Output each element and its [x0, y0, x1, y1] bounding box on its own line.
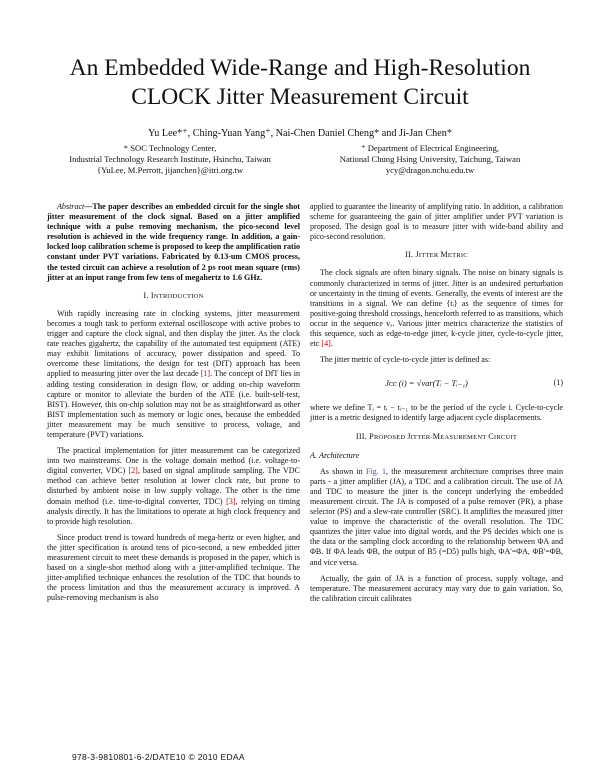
- title-line-2: CLOCK Jitter Measurement Circuit: [131, 84, 469, 110]
- equation-number: (1): [553, 378, 563, 388]
- metric-paragraph-2: The jitter metric of cycle-to-cycle jitter is defined as:: [320, 355, 491, 365]
- citation-link[interactable]: [3]: [226, 496, 236, 506]
- intro-paragraph-2: [47, 446, 300, 527]
- affiliation-right-line: National Chung Hsing University, Taichung, Taiwan: [339, 154, 521, 164]
- affiliation-right-line: ⁺ Department of Electrical Engineering,: [361, 143, 499, 153]
- affiliation-right: [300, 143, 560, 176]
- title-line-1: An Embedded Wide-Range and High-Resolution: [69, 55, 531, 81]
- section-heading-jitter-metric: [310, 250, 563, 261]
- metric-paragraph-1: [310, 268, 563, 349]
- section-smallcaps: EASUREMENT: [440, 433, 489, 441]
- equation-body: Jᴄᴄ (i) = √var(Tᵢ − Tᵢ₋₁): [385, 378, 468, 389]
- abstract-text: —The paper describes an embedded circuit for the single shot jitter measurement of the clock signal. Based on a jitter amplified technique with a pulse removing mechanism, the pico-second level resolution is achieved in the wide frequency range. In addition, a gain-locked loop calibration scheme is proposed to keep the amplification ratio constant under PVT variations. Fabricated by 0.13-um CMOS process, the tested circuit can achieve a resolution of 2 ps root mean square (rms) jitter at an input range from few tens of megahertz to 1.6 GHz.: [47, 202, 300, 282]
- text-run: The practical implementation for jitter measurement can be categorized into two mainstreams. One is the voltage domain method (i.e. voltage-to-digital converter, VDC): [47, 446, 300, 476]
- text-run: , based on signal amplitude sampling. The VDC method can achieve better resolution at lower clock rate, but prone to disturbed by ambient noise in low supply voltage. The other is the time domain method (i.e. time-to-digital converter, TDC): [47, 466, 300, 506]
- right-column: [310, 202, 563, 610]
- section-initial: C: [488, 431, 494, 441]
- text-run: .: [330, 339, 333, 349]
- section-initial: I: [150, 290, 154, 300]
- citation-link[interactable]: [4]: [321, 339, 331, 349]
- affiliation-left: [40, 143, 300, 176]
- section-smallcaps: ETRIC: [447, 252, 468, 260]
- section-smallcaps: NTRODUCTION: [153, 292, 204, 300]
- section-initial: J: [407, 431, 411, 441]
- text-run: . The concept of DfT lies in adding testing consideration in design flow, or adding on-chip waveform capture or monitor to alleviate the burden of the ATE (i.e. built-self-test, BIST). However, this on-chip solution may not be as straightforward as other BIST implementation such as memory or logic ones, because the embedded jitter measurement may be much sensitive to process, voltage, and temperature (PVT) variations.: [47, 369, 300, 439]
- copyright-footer: 978-3-9810801-6-2/DATE10 © 2010 EDAA: [72, 752, 245, 762]
- affiliation-right-line: ycy@dragon.nchu.edu.tw: [385, 165, 475, 175]
- affiliation-left-line: Industrial Technology Research Institute, Hsinchu, Taiwan: [69, 154, 271, 164]
- text-run: , relying on timing analysis directly. It has the limitations to operate at high clock frequency and to provide high resolution.: [47, 496, 300, 526]
- section-number: II.: [405, 250, 414, 260]
- figure-link[interactable]: Fig. 1: [365, 466, 386, 476]
- affiliation-left-line: * SOC Technology Center,: [123, 143, 217, 153]
- section-smallcaps: ITTER-: [410, 433, 433, 441]
- section-smallcaps: ROPOSED: [373, 433, 408, 441]
- section-smallcaps: ITTER: [418, 252, 441, 260]
- subsection-heading-architecture: A. Architecture: [310, 450, 360, 460]
- text-run: With rapidly increasing rate in clocking systems, jitter measurement becomes a tough task to perform external oscilloscope with active probes to trigger and capture the clock signal, and then display the jitter. As the clock rate reaches gigahertz, the capability of the automated test equipment (ATE) may exhibit limitations of accuracy, power dissipation and speed. To overcome these limitations, the design for test (DfT) approach has been applied to measuring jitter over the last decade: [47, 308, 300, 379]
- text-run: The clock signals are often binary signals. The noise on binary signals is commonly characterized in terms of jitter. Jitter is an undesired perturbation or uncertainty in the timing of events. Generally, the events of interest are the transitions in a signal. We can define {tᵢ} as the sequence of times for positive-going threshold crossings, henceforth referred to as transitions, which occur in the sequence vₓ. Various jitter metrics characterize the statistics of this sequence, such as edge-to-edge jitter, k-cycle jitter, cycle-to-cycle jitter, etc: [310, 268, 563, 349]
- section-initial: M: [432, 431, 441, 441]
- left-column: [47, 202, 300, 609]
- metric-paragraph-3: where we define Tᵢ = tᵢ − tᵢ₋₁ to be the period of the cycle i. Cycle-to-cycle jitter is a metric designed to identify large adjacent cycle displacements.: [310, 403, 563, 423]
- section-initial: P: [369, 431, 374, 441]
- equation-1: [310, 373, 563, 393]
- section-heading-proposed-circuit: [310, 432, 563, 443]
- architecture-paragraph-1: [310, 467, 563, 568]
- intro-paragraph-1: [47, 309, 300, 440]
- abstract-label: Abstract: [57, 202, 85, 211]
- abstract: [47, 202, 300, 283]
- intro-paragraph-3: Since product trend is toward hundreds of mega-hertz or even higher, and the jitter specification is around tens of pico-second, a new embedded jitter measurement circuit to meet these demands is proposed in the paper, which is based on a single-shot method along with a jitter-amplified technique. The jitter-amplified technique enhances the resolution of the TDC that bounds to the process limitation and thus the measurement accuracy is improved. A pulse-removing mechanism is also: [47, 532, 300, 603]
- architecture-paragraph-2: Actually, the gain of JA is a function of process, supply voltage, and temperature. The measurement accuracy may vary due to gain variation. So, the calibration circuit calibrates: [310, 573, 563, 603]
- paper-title: [40, 54, 560, 112]
- continued-paragraph: applied to guarantee the linearity of amplifying ratio. In addition, a calibration scheme for guaranteeing the gain of jitter amplifier under PVT variation is proposed. The design goal is to measure jitter with wide-band ability and pico-second resolution.: [310, 202, 563, 242]
- section-smallcaps: IRCUIT: [493, 433, 518, 441]
- citation-link[interactable]: [1]: [200, 369, 211, 379]
- section-initial: J: [415, 250, 419, 260]
- author-list: Yu Lee*⁺, Ching-Yuan Yang⁺, Nai-Chen Daniel Cheng* and Ji-Jan Chen*: [148, 128, 452, 139]
- section-number: I.: [143, 290, 149, 300]
- citation-link[interactable]: [2]: [128, 466, 138, 476]
- section-initial: M: [440, 250, 448, 260]
- affiliation-left-line: {YuLee, M.Perrott, jijanchen}@itri.org.tw: [96, 165, 244, 175]
- section-number: III.: [355, 431, 367, 441]
- section-heading-introduction: [47, 291, 300, 302]
- text-run: As shown in: [320, 466, 366, 476]
- text-run: , the measurement architecture comprises three main parts - a jitter amplifier (JA), a TDC and a calibration circuit. The use of JA and TDC to measure the jitter is the concept underlying the embedded measurement circuit. The JA is composed of a pulse remover (PR), a phase selector (PS) and a slew-rate controller (SRC). It amplifies the measured jitter value to improve the characteristic of the overall resolution. The TDC quantizes the jitter value into digital words, and the PS decides which one is the data or the sampling clock according to the relationship between ΦA and ΦB. If ΦA leads ΦB, the output of B5 (=D5) pulls high, ΦA'=ΦA, ΦB'=ΦB, and vice versa.: [310, 466, 563, 567]
